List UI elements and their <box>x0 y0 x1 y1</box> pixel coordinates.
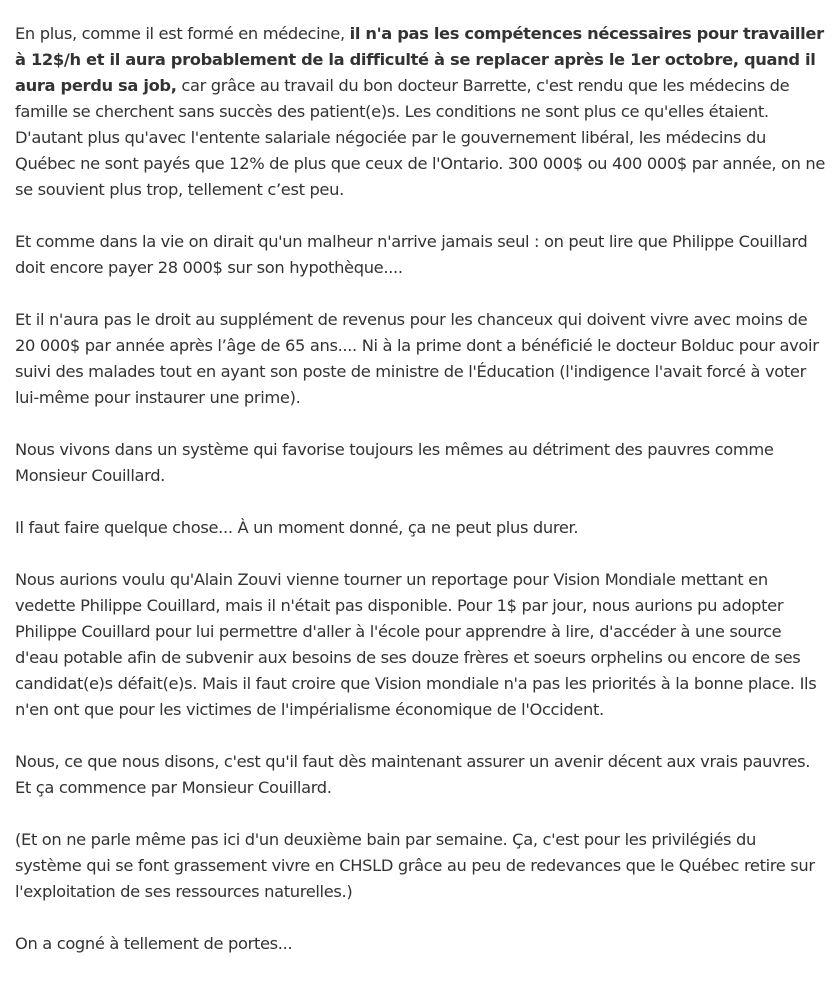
paragraph-intro-emphasis: il n'a pas les compétences nécessaires pour travailler à 12$/h et il aura probablement de la difficulté à se replacer après le 1er octobre, quand il aura perdu sa job, <box>15 24 824 95</box>
paragraph-intro-lead: En plus, comme il est formé en médecine, <box>15 24 350 43</box>
article-body <box>15 21 827 983</box>
paragraph-future: Nous, ce que nous disons, c'est qu'il faut dès maintenant assurer un avenir décent aux vrais pauvres. Et ça commence par Monsieur Couillard. <box>15 752 811 797</box>
paragraph-income-supplement: Et il n'aura pas le droit au supplément de revenus pour les chanceux qui doivent vivre avec moins de 20 000$ par année après l’âge de 65 ans.... Ni à la prime dont a bénéficié le docteur Bolduc pour avoir suivi des malades tout en ayant son poste de ministre de l'Éducation (l'indigence l'avait forcé à voter lui-même pour instaurer une prime). <box>15 310 819 407</box>
paragraph-intro <box>15 21 827 203</box>
paragraph-system: Nous vivons dans un système qui favorise toujours les mêmes au détriment des pauvres comme Monsieur Couillard. <box>15 440 774 485</box>
paragraph-vision-mondiale: Nous aurions voulu qu'Alain Zouvi vienne tourner un reportage pour Vision Mondiale mettant en vedette Philippe Couillard, mais il n'était pas disponible. Pour 1$ par jour, nous aurions pu adopter Philippe Couillard pour lui permettre d'aller à l'école pour apprendre à lire, d'accéder à une source d'eau potable afin de subvenir aux besoins de ses douze frères et soeurs orphelins ou encore de ses candidat(e)s défait(e)s. Mais il faut croire que Vision mondiale n'a pas les priorités à la bonne place. Ils n'en ont que pour les victimes de l'impérialisme économique de l'Occident. <box>15 570 817 719</box>
paragraph-mortgage: Et comme dans la vie on dirait qu'un malheur n'arrive jamais seul : on peut lire que Philippe Couillard doit encore payer 28 000$ sur son hypothèque.... <box>15 232 808 277</box>
paragraph-chsld: (Et on ne parle même pas ici d'un deuxième bain par semaine. Ça, c'est pour les privilégiés du système qui se font grassement vivre en CHSLD grâce au peu de redevances que le Québec retire sur l'exploitation de ses ressources naturelles.) <box>15 830 815 901</box>
paragraph-intro-rest: car grâce au travail du bon docteur Barrette, c'est rendu que les médecins de famille se cherchent sans succès des patient(e)s. Les conditions ne sont plus ce qu'elles étaient. D'autant plus qu'avec l'entente salariale négociée par le gouvernement libéral, les médecins du Québec ne sont payés que 12% de plus que ceux de l'Ontario. 300 000$ ou 400 000$ par année, on ne se souvient plus trop, tellement c’est peu. <box>15 76 826 199</box>
paragraph-call-to-action: Il faut faire quelque chose... À un moment donné, ça ne peut plus durer. <box>15 518 579 537</box>
paragraph-closing: On a cogné à tellement de portes... <box>15 934 293 953</box>
